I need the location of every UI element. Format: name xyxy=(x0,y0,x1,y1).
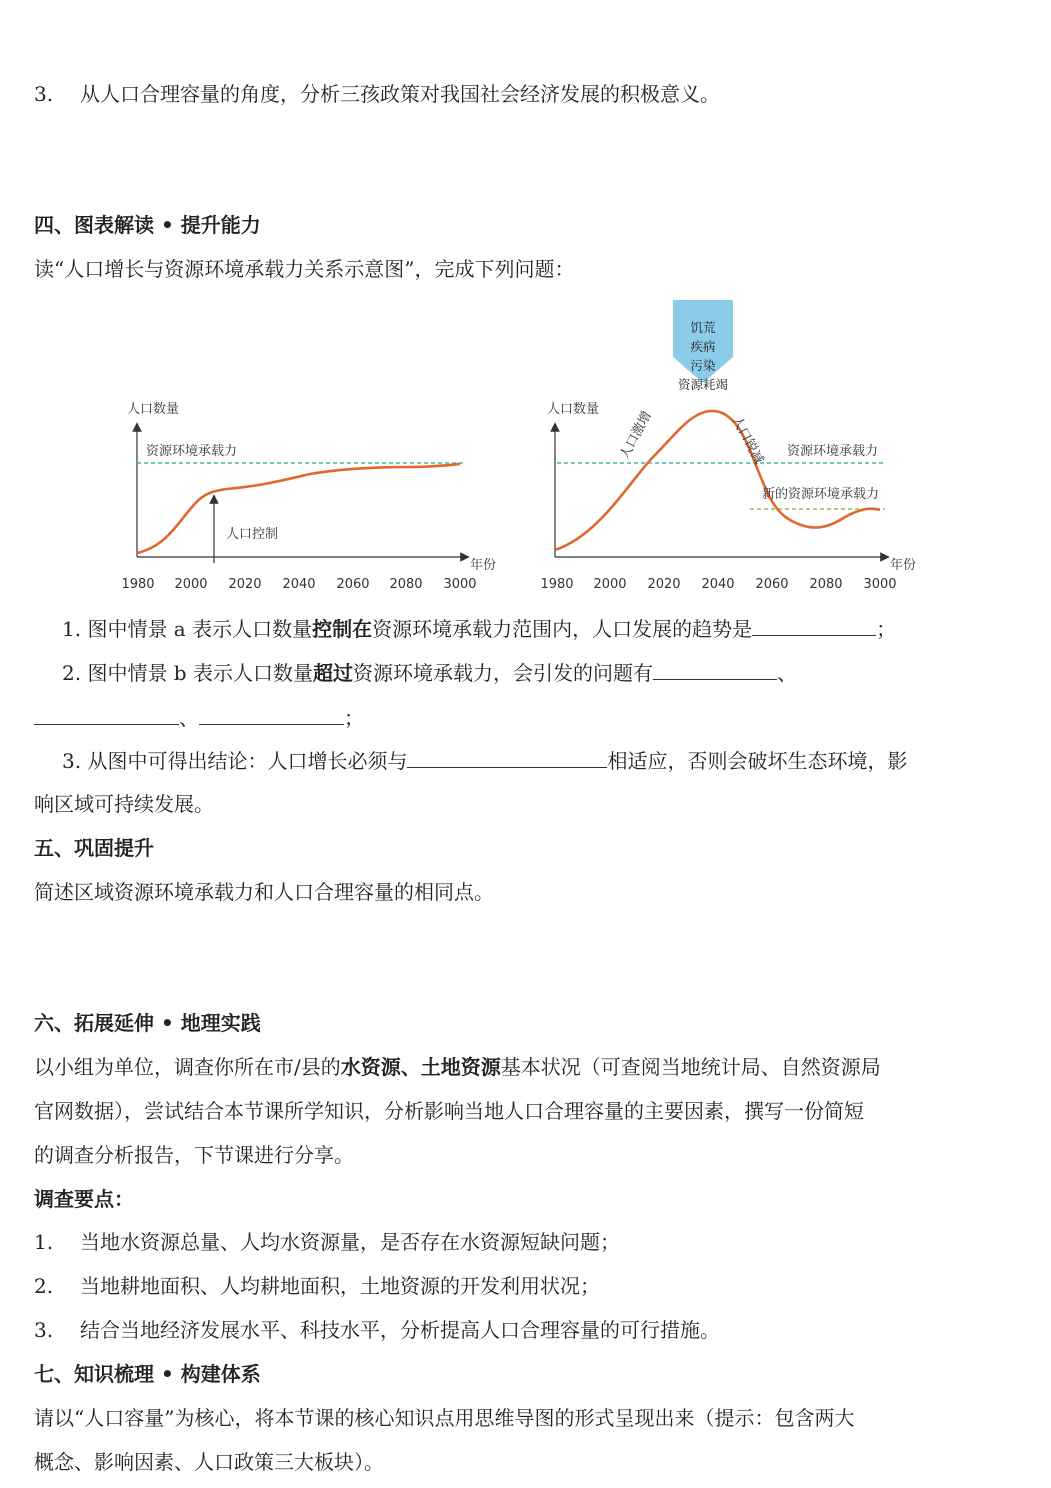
chart-b-arrow-item: 污染 xyxy=(690,358,716,373)
point-text: 结合当地经济发展水平、科技水平，分析提高人口合理容量的可行措施。 xyxy=(80,1318,720,1342)
survey-point xyxy=(34,1271,1011,1301)
question-text: 从人口合理容量的角度，分析三孩政策对我国社会经济发展的积极意义。 xyxy=(80,82,720,106)
chart-b-tick: 2020 xyxy=(647,577,681,592)
chart-b xyxy=(540,300,916,592)
chart-b-fall-label: 人口锐减 xyxy=(728,413,767,467)
section-7-para-line-1: 请以“人口容量”为核心，将本节课的核心知识点用思维导图的形式呈现出来（提示：包含两大 xyxy=(34,1406,855,1430)
chart-a-tick: 2060 xyxy=(336,577,370,592)
section-4-question-3 xyxy=(62,745,1011,776)
chart-a-tick: 3000 xyxy=(443,577,477,592)
point-text: 当地耕地面积、人均耕地面积，土地资源的开发利用状况； xyxy=(80,1274,600,1298)
section-6-title: 六、拓展延伸 • 地理实践 xyxy=(34,1011,261,1035)
survey-point xyxy=(34,1315,1011,1345)
section-4-question-2 xyxy=(62,657,1011,688)
section-5-title: 五、巩固提升 xyxy=(34,836,154,860)
q2-end: ； xyxy=(344,706,364,730)
section-4-title: 四、图表解读 • 提升能力 xyxy=(34,213,261,237)
chart-b-tick: 1980 xyxy=(540,577,574,592)
section-4-question-3-cont: 响区域可持续发展。 xyxy=(34,792,214,816)
chart-b-xunit: 年份 xyxy=(890,558,917,573)
q2-separator: 、 xyxy=(179,706,199,730)
q2-text-a: 2. 图中情景 b 表示人口数量 xyxy=(62,661,313,685)
chart-b-tick: 2000 xyxy=(593,577,627,592)
chart-a-ylabel: 人口数量 xyxy=(127,402,180,417)
chart-a-tick: 2020 xyxy=(228,577,262,592)
p1-text-a: 以小组为单位，调查你所在市/县的 xyxy=(34,1055,341,1079)
chart-b-rise-label: 人口激增 xyxy=(617,408,655,462)
q1-text-a: 1. 图中情景 a 表示人口数量 xyxy=(62,617,313,641)
chart-b-tick: 2060 xyxy=(755,577,789,592)
section-6-para-line-1 xyxy=(34,1052,1011,1082)
point-number: 1. xyxy=(34,1230,54,1254)
chart-b-tick: 3000 xyxy=(863,577,897,592)
chart-a-xunit: 年份 xyxy=(470,558,497,573)
chart-b-tick: 2040 xyxy=(701,577,735,592)
survey-points-title: 调查要点： xyxy=(34,1187,134,1211)
section-6-para-line-2: 官网数据），尝试结合本节课所学知识，分析影响当地人口合理容量的主要因素，撰写一份简短 xyxy=(34,1099,864,1123)
section-5-text: 简述区域资源环境承载力和人口合理容量的相同点。 xyxy=(34,880,494,904)
chart-b-new-capacity-label: 新的资源环境承载力 xyxy=(762,487,880,502)
p1-bold: 水资源、土地资源 xyxy=(340,1055,501,1079)
section-4-question-1 xyxy=(62,613,1011,644)
q2-text-c: 资源环境承载力，会引发的问题有 xyxy=(352,661,653,685)
chart-a-tick: 1980 xyxy=(121,577,155,592)
section-4-question-2-cont xyxy=(34,702,1011,733)
q2-answer-blank-1[interactable] xyxy=(653,657,777,680)
chart-a-population-curve xyxy=(137,464,460,553)
point-text: 当地水资源总量、人均水资源量，是否存在水资源短缺问题； xyxy=(80,1230,620,1254)
q1-bold: 控制在 xyxy=(312,617,373,641)
point-number: 2. xyxy=(34,1274,54,1298)
chart-a-tick: 2000 xyxy=(174,577,208,592)
section-7-title: 七、知识梳理 • 构建体系 xyxy=(34,1362,261,1386)
chart-a-control-label: 人口控制 xyxy=(226,527,279,542)
q1-answer-blank[interactable] xyxy=(752,613,876,636)
section-4-intro: 读“人口增长与资源环境承载力关系示意图”，完成下列问题： xyxy=(34,257,575,281)
chart-b-tick: 2080 xyxy=(809,577,843,592)
q3-answer-blank[interactable] xyxy=(407,745,607,768)
chart-b-ylabel: 人口数量 xyxy=(547,402,600,417)
chart-a-capacity-label: 资源环境承载力 xyxy=(146,444,238,459)
question-number: 3. xyxy=(34,82,54,106)
chart-b-capacity-label: 资源环境承载力 xyxy=(787,444,879,459)
population-capacity-figure xyxy=(110,295,917,600)
q3-text-a: 3. 从图中可得出结论：人口增长必须与 xyxy=(62,749,408,773)
chart-b-arrow-item: 疾病 xyxy=(690,339,716,354)
chart-a-tick: 2040 xyxy=(282,577,316,592)
section-7-para-line-2: 概念、影响因素、人口政策三大板块）。 xyxy=(34,1450,384,1474)
p1-text-c: 基本状况（可查阅当地统计局、自然资源局 xyxy=(500,1055,881,1079)
point-number: 3. xyxy=(34,1318,54,1342)
q1-text-c: 资源环境承载力范围内，人口发展的趋势是 xyxy=(372,617,753,641)
chart-b-arrow-item: 饥荒 xyxy=(690,320,716,335)
survey-point xyxy=(34,1227,1011,1257)
section-6-para-line-3: 的调查分析报告，下节课进行分享。 xyxy=(34,1143,354,1167)
q3-text-c: 相适应，否则会破坏生态环境，影 xyxy=(607,749,908,773)
question-3 xyxy=(34,79,1011,109)
q1-end: ； xyxy=(876,617,897,641)
q2-separator: 、 xyxy=(776,661,797,685)
chart-b-arrow-item: 资源耗竭 xyxy=(677,377,729,392)
chart-a xyxy=(121,401,496,592)
q2-bold: 超过 xyxy=(312,661,353,685)
q2-answer-blank-2[interactable] xyxy=(34,702,179,725)
chart-a-tick: 2080 xyxy=(389,577,423,592)
q2-answer-blank-3[interactable] xyxy=(199,702,344,725)
